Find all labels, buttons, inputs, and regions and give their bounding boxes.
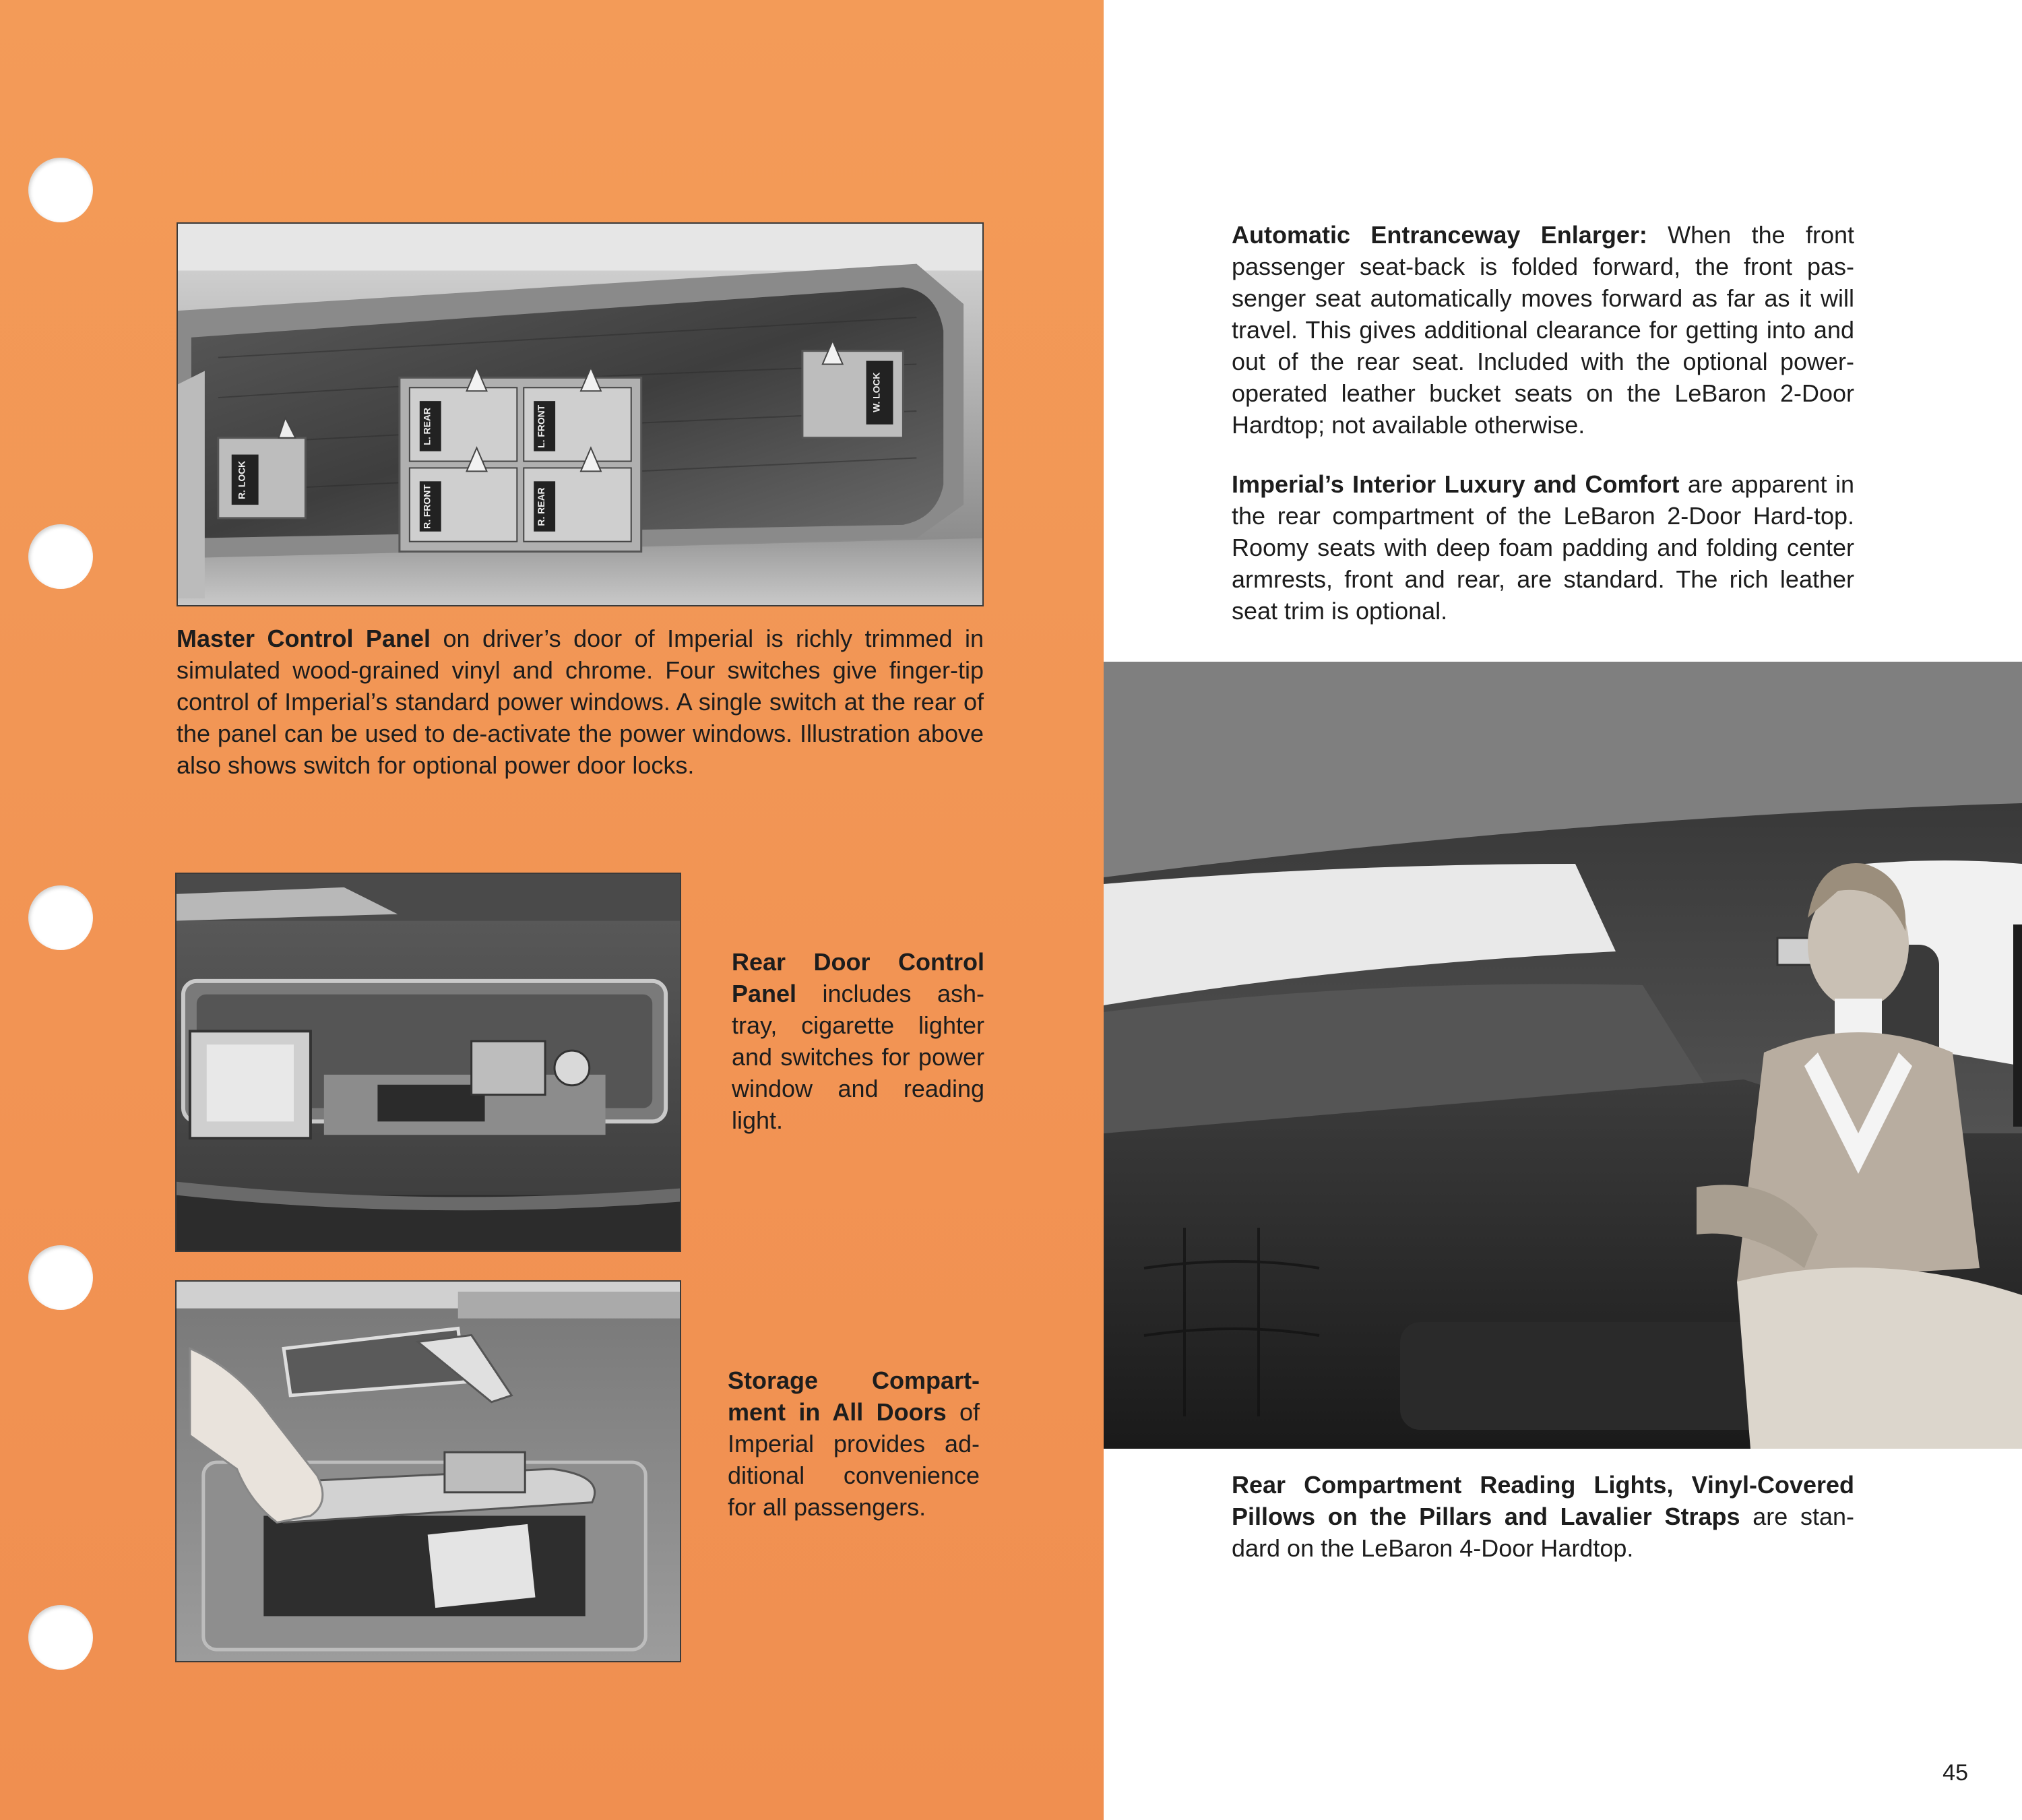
reading-lights-heading: Rear Compartment Reading Lights, Vinyl-Covered Pillows on the Pillars and Lavalier Straps [1232,1471,1854,1530]
rear-door-control-panel-heading: Rear Door Control Panel [732,948,984,1007]
entranceway-enlarger-text [1232,219,1854,441]
rear-door-control-panel-body: includes ash-tray, cigarette lighter and switches for power window and reading light. [732,980,984,1134]
reading-lights-caption [1232,1469,1854,1564]
switch-label: R. LOCK [236,460,247,499]
switch-label: W. LOCK [871,372,882,412]
storage-compartment-body: of Imperial provides ad-ditional convenience for all passengers. [728,1398,980,1521]
rear-door-control-panel-caption [732,946,984,1136]
punch-hole [28,158,93,222]
interior-luxury-text [1232,468,1854,627]
reading-lights-body: are stan-dard on the LeBaron 4-Door Hardtop. [1232,1503,1854,1562]
interior-luxury-heading: Imperial’s Interior Luxury and Comfort [1232,470,1680,498]
punch-hole [28,524,93,589]
master-control-panel-body: on driver’s door of Imperial is richly trimmed in simulated wood-grained vinyl and chrome. Four switches give finger-tip control of Imperial’s standard power windows. A single switch at the rear of the panel can be used to de-activate the power windows. Illustration above also shows switch for optional power door locks. [177,625,984,779]
switch-label: L. REAR [421,408,433,445]
punch-hole [28,1245,93,1310]
switch-label: L. FRONT [536,404,547,448]
interior-luxury-body: are apparent in the rear compartment of the LeBaron 2-Door Hard-top. Roomy seats with deep foam padding and folding center armrests, front and rear, are standard. The rich leather seat trim is optional. [1232,470,1854,625]
master-control-panel-heading: Master Control Panel [177,625,431,652]
master-control-panel-caption [177,623,984,781]
entranceway-enlarger-heading: Automatic Entranceway Enlarger: [1232,221,1647,249]
punch-hole [28,1605,93,1670]
rear-compartment-photo [1104,662,2022,1449]
storage-compartment-caption [728,1364,980,1523]
storage-compartment-photo [175,1280,681,1662]
rear-door-control-panel-photo [175,873,681,1252]
punch-hole [28,885,93,950]
switch-label: R. FRONT [421,484,433,529]
page-number: 45 [1942,1760,1968,1786]
entranceway-enlarger-body: When the front passenger seat-back is folded forward, the front pas-senger seat automatically moves forward as far as it will travel. This gives additional clearance for getting into and out of the rear seat. Included with the optional power-operated leather bucket seats on the LeBaron 2-Door Hardtop; not available otherwise. [1232,221,1854,439]
storage-compartment-heading: Storage Compart-ment in All Doors [728,1367,980,1426]
master-control-panel-photo [177,222,984,606]
switch-label: R. REAR [536,487,547,526]
